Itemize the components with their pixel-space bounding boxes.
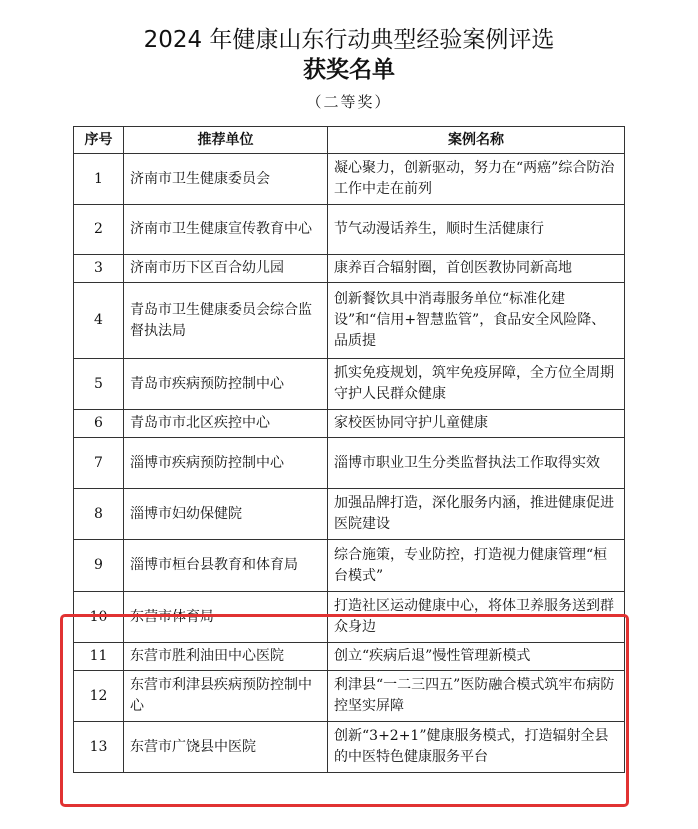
header-unit: 推荐单位 — [124, 127, 328, 154]
row-num: 1 — [74, 154, 124, 205]
table-row — [74, 205, 625, 255]
row-case: 加强品牌打造，深化服务内涵，推进健康促进医院建设 — [328, 489, 625, 540]
row-num: 4 — [74, 283, 124, 359]
table-row — [74, 438, 625, 489]
row-unit: 青岛市疾病预防控制中心 — [124, 359, 328, 410]
row-case: 康养百合辐射圈，首创医教协同新高地 — [328, 255, 625, 283]
row-unit: 青岛市卫生健康委员会综合监督执法局 — [124, 283, 328, 359]
row-case: 淄博市职业卫生分类监督执法工作取得实效 — [328, 438, 625, 489]
row-unit: 东营市利津县疾病预防控制中心 — [124, 671, 328, 722]
table-row — [74, 540, 625, 592]
row-num: 6 — [74, 410, 124, 438]
row-case: 抓实免疫规划，筑牢免疫屏障，全方位全周期守护人民群众健康 — [328, 359, 625, 410]
table-row — [74, 671, 625, 722]
row-unit: 东营市广饶县中医院 — [124, 722, 328, 773]
row-case: 创立“疾病后退”慢性管理新模式 — [328, 643, 625, 671]
row-num: 7 — [74, 438, 124, 489]
row-unit: 淄博市疾病预防控制中心 — [124, 438, 328, 489]
header-case: 案例名称 — [328, 127, 625, 154]
table-row — [74, 255, 625, 283]
row-case: 节气动漫话养生，顺时生活健康行 — [328, 205, 625, 255]
header-num: 序号 — [74, 127, 124, 154]
row-num: 8 — [74, 489, 124, 540]
row-unit: 东营市体育局 — [124, 592, 328, 643]
table-row — [74, 410, 625, 438]
row-case: 打造社区运动健康中心，将体卫养服务送到群众身边 — [328, 592, 625, 643]
table-row — [74, 154, 625, 205]
row-unit: 东营市胜利油田中心医院 — [124, 643, 328, 671]
table-row — [74, 592, 625, 643]
row-num: 11 — [74, 643, 124, 671]
row-case: 综合施策，专业防控，打造视力健康管理“桓台模式” — [328, 540, 625, 592]
row-num: 9 — [74, 540, 124, 592]
table-row — [74, 489, 625, 540]
document-title-line1: 2024 年健康山东行动典型经验案例评选 — [143, 27, 555, 53]
table-header-row — [74, 127, 625, 154]
row-unit: 济南市卫生健康宣传教育中心 — [124, 205, 328, 255]
row-case: 创新餐饮具中消毒服务单位“标准化建设”和“信用+智慧监管”，食品安全风险降、品质提 — [328, 283, 625, 359]
row-num: 3 — [74, 255, 124, 283]
row-case: 利津县“一二三四五”医防融合模式筑牢布病防控坚实屏障 — [328, 671, 625, 722]
row-unit: 青岛市市北区疾控中心 — [124, 410, 328, 438]
row-unit: 淄博市桓台县教育和体育局 — [124, 540, 328, 592]
row-num: 13 — [74, 722, 124, 773]
row-unit: 济南市卫生健康委员会 — [124, 154, 328, 205]
table-row — [74, 722, 625, 773]
award-table — [73, 126, 625, 773]
document-title-line2: 获奖名单 — [303, 57, 395, 83]
award-level-subtitle: （二等奖） — [306, 93, 392, 111]
row-num: 2 — [74, 205, 124, 255]
table-row — [74, 359, 625, 410]
table-row — [74, 283, 625, 359]
row-case: 凝心聚力，创新驱动，努力在“两癌”综合防治工作中走在前列 — [328, 154, 625, 205]
row-num: 10 — [74, 592, 124, 643]
table-row — [74, 643, 625, 671]
row-unit: 淄博市妇幼保健院 — [124, 489, 328, 540]
row-unit: 济南市历下区百合幼儿园 — [124, 255, 328, 283]
row-num: 5 — [74, 359, 124, 410]
row-case: 创新“3+2+1”健康服务模式，打造辐射全县的中医特色健康服务平台 — [328, 722, 625, 773]
row-case: 家校医协同守护儿童健康 — [328, 410, 625, 438]
row-num: 12 — [74, 671, 124, 722]
